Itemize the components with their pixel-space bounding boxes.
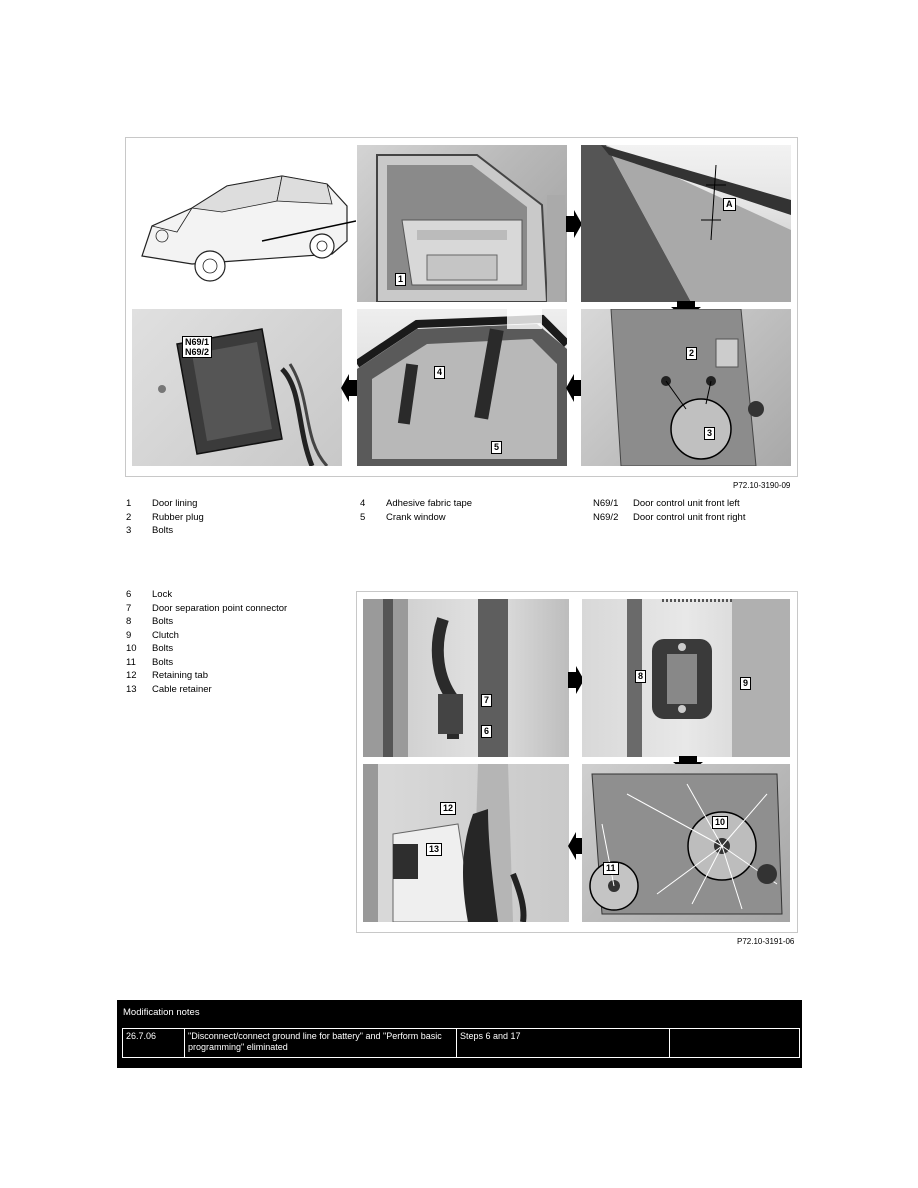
legend-text: Crank window — [386, 511, 446, 523]
legend-num: 13 — [126, 683, 137, 695]
modification-notes-table — [122, 1028, 800, 1058]
legend-num: 1 — [126, 498, 132, 509]
callout-2: 2 — [686, 347, 697, 360]
callout-7: 7 — [481, 694, 492, 707]
photo-rubber-plug-bolts — [581, 309, 791, 466]
photo-lock-connector — [363, 599, 569, 757]
legend-num: N69/2 — [593, 511, 619, 523]
legend-num: 12 — [126, 670, 137, 681]
legend-text: Door control unit front right — [633, 511, 746, 523]
legend-item — [126, 511, 204, 525]
photo-door-control-unit — [132, 309, 342, 466]
legend-item — [126, 642, 287, 656]
callout-9: 9 — [740, 677, 751, 690]
legend-1-col2 — [360, 497, 472, 524]
legend-num: 10 — [126, 643, 137, 654]
legend-item — [126, 683, 287, 697]
legend-num: 7 — [126, 602, 132, 614]
legend-text: Cable retainer — [152, 683, 212, 695]
legend-item — [126, 669, 287, 683]
arrow-right-icon — [566, 210, 582, 238]
legend-num: 2 — [126, 511, 132, 523]
legend-text: Clutch — [152, 629, 179, 641]
legend-text: Rubber plug — [152, 511, 204, 523]
car-overview-drawing — [132, 146, 356, 298]
photo-door-lining — [357, 145, 567, 302]
figure-1-ref: P72.10-3190-09 — [733, 481, 791, 490]
arrow-left-icon — [341, 374, 357, 402]
photo-clutch-bolts — [582, 599, 790, 757]
legend-item — [126, 524, 204, 538]
figure-1 — [125, 137, 798, 477]
legend-num: 5 — [360, 511, 366, 523]
legend-item — [593, 497, 745, 511]
legend-item — [126, 656, 287, 670]
note-extra — [670, 1029, 797, 1057]
legend-num: 6 — [126, 589, 132, 600]
legend-num: 9 — [126, 629, 132, 641]
legend-num: 4 — [360, 498, 366, 509]
legend-item — [360, 511, 472, 525]
legend-text: Adhesive fabric tape — [386, 498, 473, 509]
note-date: 26.7.06 — [123, 1029, 185, 1057]
note-steps: Steps 6 and 17 — [457, 1029, 670, 1057]
legend-text: Bolts — [152, 525, 174, 536]
modification-notes — [117, 1000, 802, 1068]
legend-item — [126, 602, 287, 616]
callout-a: A — [723, 198, 736, 211]
legend-item — [126, 497, 204, 511]
photo-retaining-tab — [363, 764, 569, 922]
legend-num: 8 — [126, 616, 132, 627]
callout-1: 1 — [395, 273, 406, 286]
legend-item — [126, 615, 287, 629]
legend-item — [593, 511, 745, 525]
legend-text: Bolts — [152, 616, 174, 627]
callout-5: 5 — [491, 441, 502, 454]
callout-n69-2: N69/2 — [185, 347, 210, 357]
legend-item — [126, 588, 287, 602]
legend-num: N69/1 — [593, 498, 619, 509]
callout-3: 3 — [704, 427, 715, 440]
callout-4: 4 — [434, 366, 445, 379]
callout-n69-1: N69/1 — [185, 337, 210, 347]
legend-num: 11 — [126, 656, 136, 668]
photo-adhesive-tape — [357, 309, 567, 466]
legend-item — [126, 629, 287, 643]
modification-notes-title: Modification notes — [123, 1007, 200, 1018]
callout-12: 12 — [440, 802, 456, 815]
note-description: "Disconnect/connect ground line for battery" and "Perform basic programming" eliminated — [185, 1029, 457, 1057]
legend-1-col3 — [593, 497, 745, 524]
legend-text: Bolts — [152, 643, 174, 654]
callout-8: 8 — [635, 670, 646, 683]
legend-text: Bolts — [152, 656, 174, 668]
legend-text: Retaining tab — [152, 670, 208, 681]
legend-num: 3 — [126, 525, 132, 536]
legend-1-col1 — [126, 497, 204, 538]
callout-n69-group — [182, 336, 212, 358]
legend-text: Door separation point connector — [152, 602, 288, 614]
figure-2-ref: P72.10-3191-06 — [737, 937, 795, 946]
legend-2 — [126, 588, 287, 696]
legend-text: Door lining — [152, 498, 198, 509]
photo-door-bolts — [582, 764, 790, 922]
callout-11: 11 — [603, 862, 619, 875]
callout-13: 13 — [426, 843, 442, 856]
legend-item — [360, 497, 472, 511]
arrow-left-icon — [566, 374, 582, 402]
figure-2 — [356, 591, 798, 933]
legend-text: Lock — [152, 589, 173, 600]
callout-6: 6 — [481, 725, 492, 738]
photo-window-a — [581, 145, 791, 302]
callout-10: 10 — [712, 816, 728, 829]
legend-text: Door control unit front left — [633, 498, 740, 509]
